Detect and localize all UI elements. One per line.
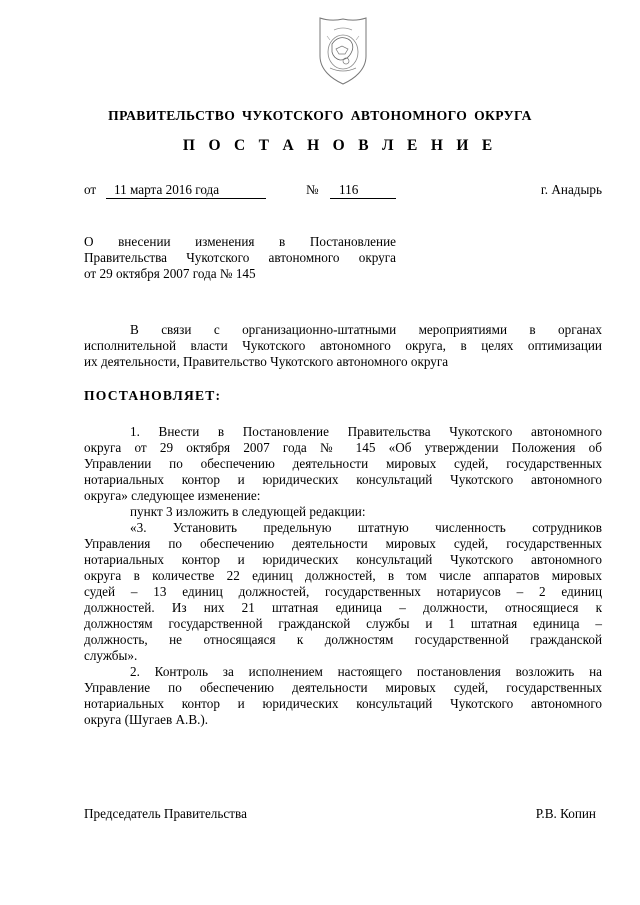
signatory-name: Р.В. Копин <box>535 806 596 821</box>
preamble-line: В связи с организационно-штатными мероприятиями в органах <box>130 322 602 337</box>
resolution-body <box>84 424 602 728</box>
body-line: должность, не относящаяся к должностям государственной гражданской <box>84 632 602 647</box>
body-line: должностям государственной гражданской службы и 1 штатная единица – <box>84 616 602 631</box>
body-line: нотариальных контор и юридических консультаций Чукотского автономного <box>84 696 602 711</box>
preamble <box>84 322 602 370</box>
body-line: службы». <box>84 648 138 663</box>
body-line: Управлении по обеспечению деятельности мировых судей, государственных <box>84 456 602 471</box>
organization-title: ПРАВИТЕЛЬСТВО ЧУКОТСКОГО АВТОНОМНОГО ОКРУГА <box>108 108 532 123</box>
document-number: 116 <box>339 182 359 197</box>
body-line: 1. Внести в Постановление Правительства Чукотского автономного <box>130 424 602 439</box>
document-city: г. Анадырь <box>540 182 602 197</box>
body-line: судей – 13 единиц должностей, государственных нотариусов – 2 единиц <box>84 584 602 599</box>
body-line: нотариальных контор и юридических консультаций Чукотского автономного <box>84 472 602 487</box>
body-line: округа в количестве 22 единиц должностей, в том числе аппаратов мировых <box>84 568 602 583</box>
body-line: округа (Шугаев А.В.). <box>84 712 209 727</box>
document-date: 11 марта 2016 года <box>114 182 220 197</box>
document-meta <box>84 182 602 200</box>
preamble-line: исполнительной власти Чукотского автономного округа, в целях оптимизации <box>84 338 602 353</box>
signatory-title: Председатель Правительства <box>84 806 247 821</box>
decision-heading: ПОСТАНОВЛЯЕТ: <box>84 388 222 403</box>
body-line: округа» следующее изменение: <box>84 488 261 503</box>
date-prefix: от <box>84 182 97 197</box>
body-line: округа от 29 октября 2007 года № 145 «Об утверждении Положения об <box>84 440 602 455</box>
document-subject <box>84 234 396 282</box>
body-line: должностей. Из них 21 штатная единица – должности, относящиеся к <box>84 600 602 615</box>
subject-line: Правительства Чукотского автономного округа <box>84 250 396 265</box>
body-line: «3. Установить предельную штатную численность сотрудников <box>130 520 602 535</box>
body-line: Управление по обеспечению деятельности мировых судей, государственных <box>84 680 602 695</box>
document-type-heading: П О С Т А Н О В Л Е Н И Е <box>182 137 498 154</box>
preamble-line: их деятельности, Правительство Чукотского автономного округа <box>84 354 449 369</box>
chukotka-coat-of-arms-icon <box>312 16 374 86</box>
number-label: № <box>306 182 319 197</box>
body-line: нотариальных контор и юридических консультаций Чукотского автономного <box>84 552 602 567</box>
subject-line: О внесении изменения в Постановление <box>84 234 396 249</box>
body-line: Управления по обеспечению деятельности мировых судей, государственных <box>84 536 602 551</box>
body-line: пункт 3 изложить в следующей редакции: <box>130 504 366 519</box>
body-line: 2. Контроль за исполнением настоящего постановления возложить на <box>130 664 602 679</box>
subject-line: от 29 октября 2007 года № 145 <box>84 266 256 281</box>
